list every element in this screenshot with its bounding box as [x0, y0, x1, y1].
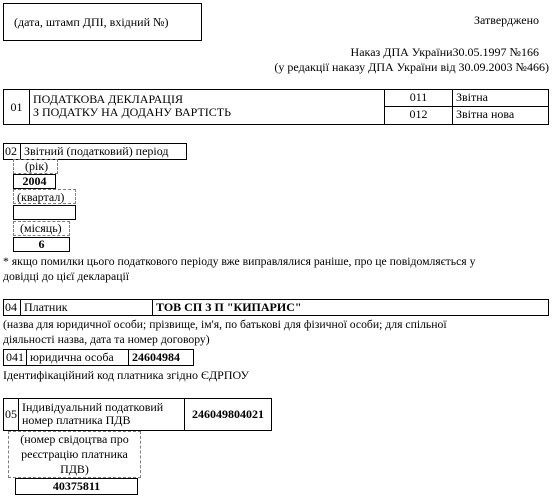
certificate-label-line2: реєстрацію платника — [21, 447, 128, 461]
period-note-line2: довідці до цієї декларації — [3, 270, 129, 283]
section-01-code: 01 — [3, 89, 30, 125]
vat-number-label-line2: номер платника ПДВ — [22, 413, 131, 427]
declaration-title — [29, 89, 385, 125]
option-012-code[interactable]: 012 — [384, 106, 453, 125]
section-041-code: 041 — [3, 349, 27, 366]
legal-entity-label: юридична особа — [26, 349, 129, 366]
payer-label: Платник — [20, 299, 153, 316]
order-line-1: Наказ ДПА України30.05.1997 №166 — [350, 45, 539, 59]
month-field[interactable]: 6 — [13, 237, 70, 252]
reporting-period-label: Звітний (податковий) період — [20, 143, 187, 160]
quarter-label: (квартал) — [17, 190, 65, 204]
year-field[interactable]: 2004 — [13, 174, 56, 189]
year-label: (рік) — [25, 159, 49, 173]
edrpou-caption: Ідентифікаційний код платника згідно ЄДРПОУ — [3, 368, 249, 382]
certificate-label-line1: (номер свідоцтва про — [20, 432, 129, 446]
payer-hint-line1: (назва для юридичної особи; прізвище, ім'я, по батькові для фізичної особи; для спільної — [3, 318, 447, 331]
declaration-title-line1: ПОДАТКОВА ДЕКЛАРАЦІЯ — [33, 92, 183, 106]
certificate-label — [8, 432, 141, 477]
certificate-label-line3: ПДВ) — [60, 462, 89, 476]
approved-label: Затверджено — [473, 13, 539, 27]
option-011-label[interactable]: Звітна — [452, 89, 549, 107]
payer-hint-line2: діяльності назва, дата та номер договору) — [3, 333, 210, 346]
stamp-box-label: (дата, штамп ДПІ, вхідний №) — [14, 15, 169, 29]
month-label: (місяць) — [20, 221, 62, 235]
quarter-field[interactable] — [13, 205, 76, 220]
option-012-label[interactable]: Звітна нова — [452, 106, 549, 125]
option-011-code[interactable]: 011 — [384, 89, 453, 107]
section-02-code: 02 — [3, 143, 21, 160]
vat-number-field[interactable]: 246049804021 — [184, 398, 272, 431]
order-line-2: (у редакції наказу ДПА України від 30.09.2003 №466) — [274, 60, 549, 74]
section-05-code: 05 — [3, 398, 19, 431]
certificate-number-field[interactable]: 40375811 — [15, 478, 138, 495]
section-04-code: 04 — [3, 299, 21, 316]
period-note-line1: * якщо помилки цього податкового періоду вже виправлялися раніше, про це повідомляється у — [3, 255, 476, 268]
edrpou-code-field[interactable]: 24604984 — [128, 349, 194, 366]
payer-name-field[interactable]: ТОВ СП З П "КИПАРИС" — [152, 299, 549, 316]
declaration-title-line2: З ПОДАТКУ НА ДОДАНУ ВАРТІСТЬ — [33, 105, 232, 119]
vat-number-label — [18, 398, 185, 431]
vat-number-label-line1: Індивідуальний податковий — [22, 400, 164, 414]
